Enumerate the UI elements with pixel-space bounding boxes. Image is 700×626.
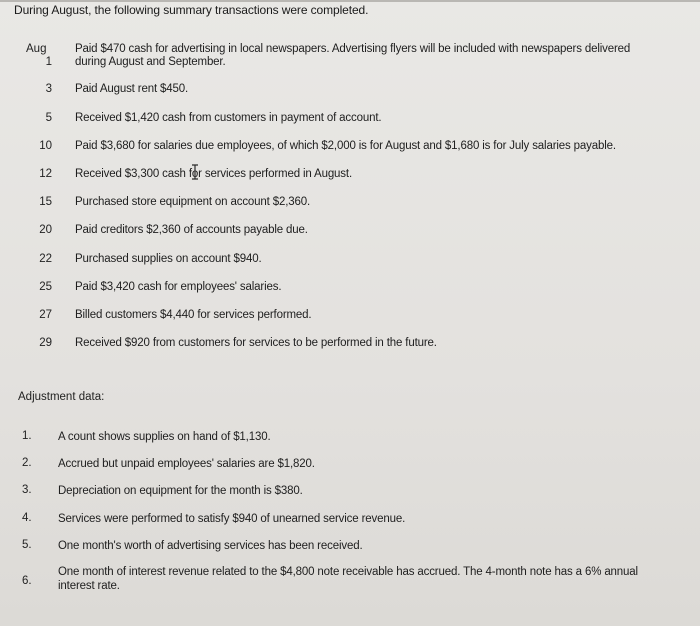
adjustment-heading: Adjustment data: [18,391,105,403]
adjustment-number: 5. [22,539,32,551]
transaction-day: 15 [39,196,52,208]
adjustment-text: Services were performed to satisfy $940 of unearned service revenue. [58,513,406,525]
text-cursor-icon [191,164,199,180]
transaction-text: Paid $3,680 for salaries due employees, of which $2,000 is for August and $1,680 is for July salaries payable. [75,140,616,152]
transaction-day: 25 [39,281,52,293]
transaction-text-line1: Paid $470 cash for advertising in local newspapers. Advertising flyers will be included with newspapers delivered [75,43,631,55]
transaction-day: 1 [45,56,52,68]
adjustment-text-line2: interest rate. [58,580,120,592]
transaction-day: 10 [39,140,52,152]
transaction-day: 3 [45,83,52,95]
adjustment-text: Depreciation on equipment for the month is $380. [58,485,303,497]
transaction-text: Purchased supplies on account $940. [75,253,262,265]
transaction-text-line2: during August and September. [75,56,226,68]
transaction-text: Received $1,420 cash from customers in payment of account. [75,112,382,124]
adjustment-text: Accrued but unpaid employees' salaries are $1,820. [58,458,315,470]
intro-text: During August, the following summary transactions were completed. [14,3,369,17]
transaction-day: 12 [39,168,52,180]
adjustment-text: A count shows supplies on hand of $1,130. [58,431,271,443]
adjustment-number: 4. [22,512,32,524]
adjustment-number: 3. [22,484,32,496]
adjustment-text-line1: One month of interest revenue related to the $4,800 note receivable has accrued. The 4-month note has a 6% annual [58,566,638,578]
transaction-text: Billed customers $4,440 for services performed. [75,309,312,321]
transaction-text: Purchased store equipment on account $2,360. [75,196,311,208]
transaction-text: Paid $3,420 cash for employees' salaries. [75,281,282,293]
transaction-day: 5 [45,112,52,124]
transaction-text: Paid creditors $2,360 of accounts payable due. [75,224,308,236]
transaction-day: 29 [39,337,52,349]
transaction-text [75,43,665,69]
adjustment-text [58,565,668,593]
top-rule [0,0,700,2]
transaction-day: 22 [39,253,52,265]
transaction-day: 27 [39,309,52,321]
adjustment-number: 2. [22,457,32,469]
transaction-text: Paid August rent $450. [75,83,189,95]
month-label: Aug [26,43,47,55]
adjustment-number: 1. [22,430,32,442]
adjustment-text: One month's worth of advertising services has been received. [58,540,363,552]
adjustment-number: 6. [22,575,32,587]
transaction-day: 20 [39,224,52,236]
transaction-text: Received $3,300 cash for services performed in August. [75,168,352,180]
transaction-text: Received $920 from customers for services to be performed in the future. [75,337,437,349]
